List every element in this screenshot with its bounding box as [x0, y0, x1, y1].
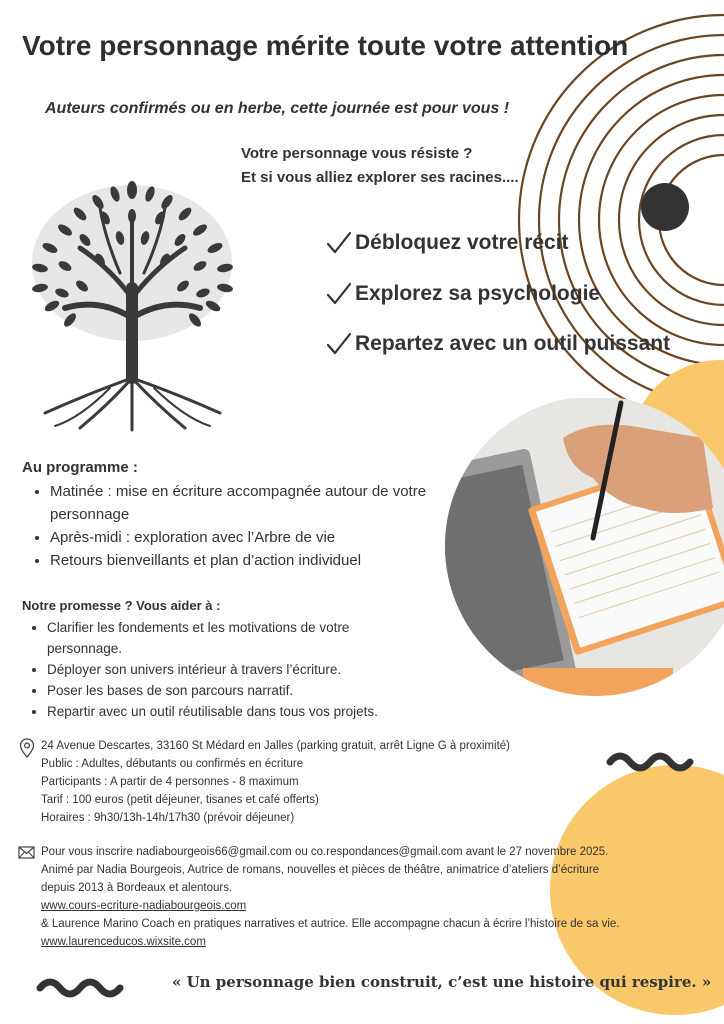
anime-line-2: depuis 2013 à Bordeaux et alentours.: [41, 882, 233, 894]
page-title: Votre personnage mérite toute votre attention: [22, 30, 629, 61]
promesse-list: [28, 617, 417, 722]
writing-photo: [443, 398, 724, 698]
horaires: Horaires : 9h30/13h-14h/17h30 (prévoir déjeuner): [41, 812, 295, 824]
location-pin-icon: [19, 738, 35, 758]
check-icon: [325, 281, 353, 307]
list-item: • Poser les bases de son parcours narratif.: [47, 680, 417, 701]
list-item: • Clarifier les fondements et les motivations de votre personnage.: [47, 617, 417, 659]
hook-question: [241, 142, 519, 190]
benefit-label: Repartez avec un outil puissant: [355, 332, 671, 355]
benefit-label: Débloquez votre récit: [355, 231, 569, 254]
dark-dot: [641, 183, 689, 231]
closing-quote: « Un personnage bien construit, c’est une histoire qui respire. »: [172, 973, 712, 991]
hook-line-2: Et si vous alliez explorer ses racines....: [241, 169, 519, 186]
list-item: • Repartir avec un outil réutilisable dans tous vos projets.: [47, 701, 417, 722]
anime-line-1: Animé par Nadia Bourgeois, Autrice de romans, nouvelles et pièces de théâtre, animatrice d’ateliers d’écriture: [41, 864, 600, 876]
list-item: • Après-midi : exploration avec l’Arbre de vie: [50, 526, 470, 549]
laurence-info: & Laurence Marino Coach en pratiques narratives et autrice. Elle accompagne chacun à écrire l’histoire de sa vie.: [41, 918, 620, 930]
programme-list: [28, 480, 470, 572]
public: Public : Adultes, débutants ou confirmés en écriture: [41, 758, 304, 770]
programme-heading: Au programme :: [22, 459, 138, 476]
zigzag-left: [40, 982, 120, 994]
contact-info: [41, 843, 724, 951]
subtitle: Auteurs confirmés ou en herbe, cette journée est pour vous !: [45, 100, 510, 117]
benefit-2: [325, 281, 600, 307]
check-icon: [325, 331, 353, 357]
event-info: [41, 737, 510, 827]
tree-of-life-illustration: [20, 178, 245, 433]
hook-line-1: Votre personnage vous résiste ?: [241, 145, 473, 162]
list-item: • Matinée : mise en écriture accompagnée autour de votre personnage: [50, 480, 470, 526]
zigzag-right: [610, 756, 690, 768]
check-icon: [325, 230, 353, 256]
address: 24 Avenue Descartes, 33160 St Médard en Jalles (parking gratuit, arrêt Ligne G à proximité): [41, 740, 510, 752]
website-link-laurence[interactable]: www.laurenceducos.wixsite.com: [41, 936, 206, 948]
participants: Participants : A partir de 4 personnes - 8 maximum: [41, 776, 299, 788]
benefit-3: [325, 331, 670, 357]
benefit-1: [325, 230, 569, 256]
inscription: Pour vous inscrire nadiabourgeois66@gmail.com ou co.respondances@gmail.com avant le 27 novembre 2025.: [41, 846, 609, 858]
website-link-nadia[interactable]: www.cours-ecriture-nadiabourgeois.com: [41, 900, 247, 912]
envelope-icon: [18, 846, 35, 859]
list-item: • Déployer son univers intérieur à travers l’écriture.: [47, 659, 417, 680]
tarif: Tarif : 100 euros (petit déjeuner, tisanes et café offerts): [41, 794, 319, 806]
promesse-heading: Notre promesse ? Vous aider à :: [22, 598, 221, 613]
list-item: • Retours bienveillants et plan d’action individuel: [50, 549, 470, 572]
benefit-label: Explorez sa psychologie: [355, 282, 601, 305]
